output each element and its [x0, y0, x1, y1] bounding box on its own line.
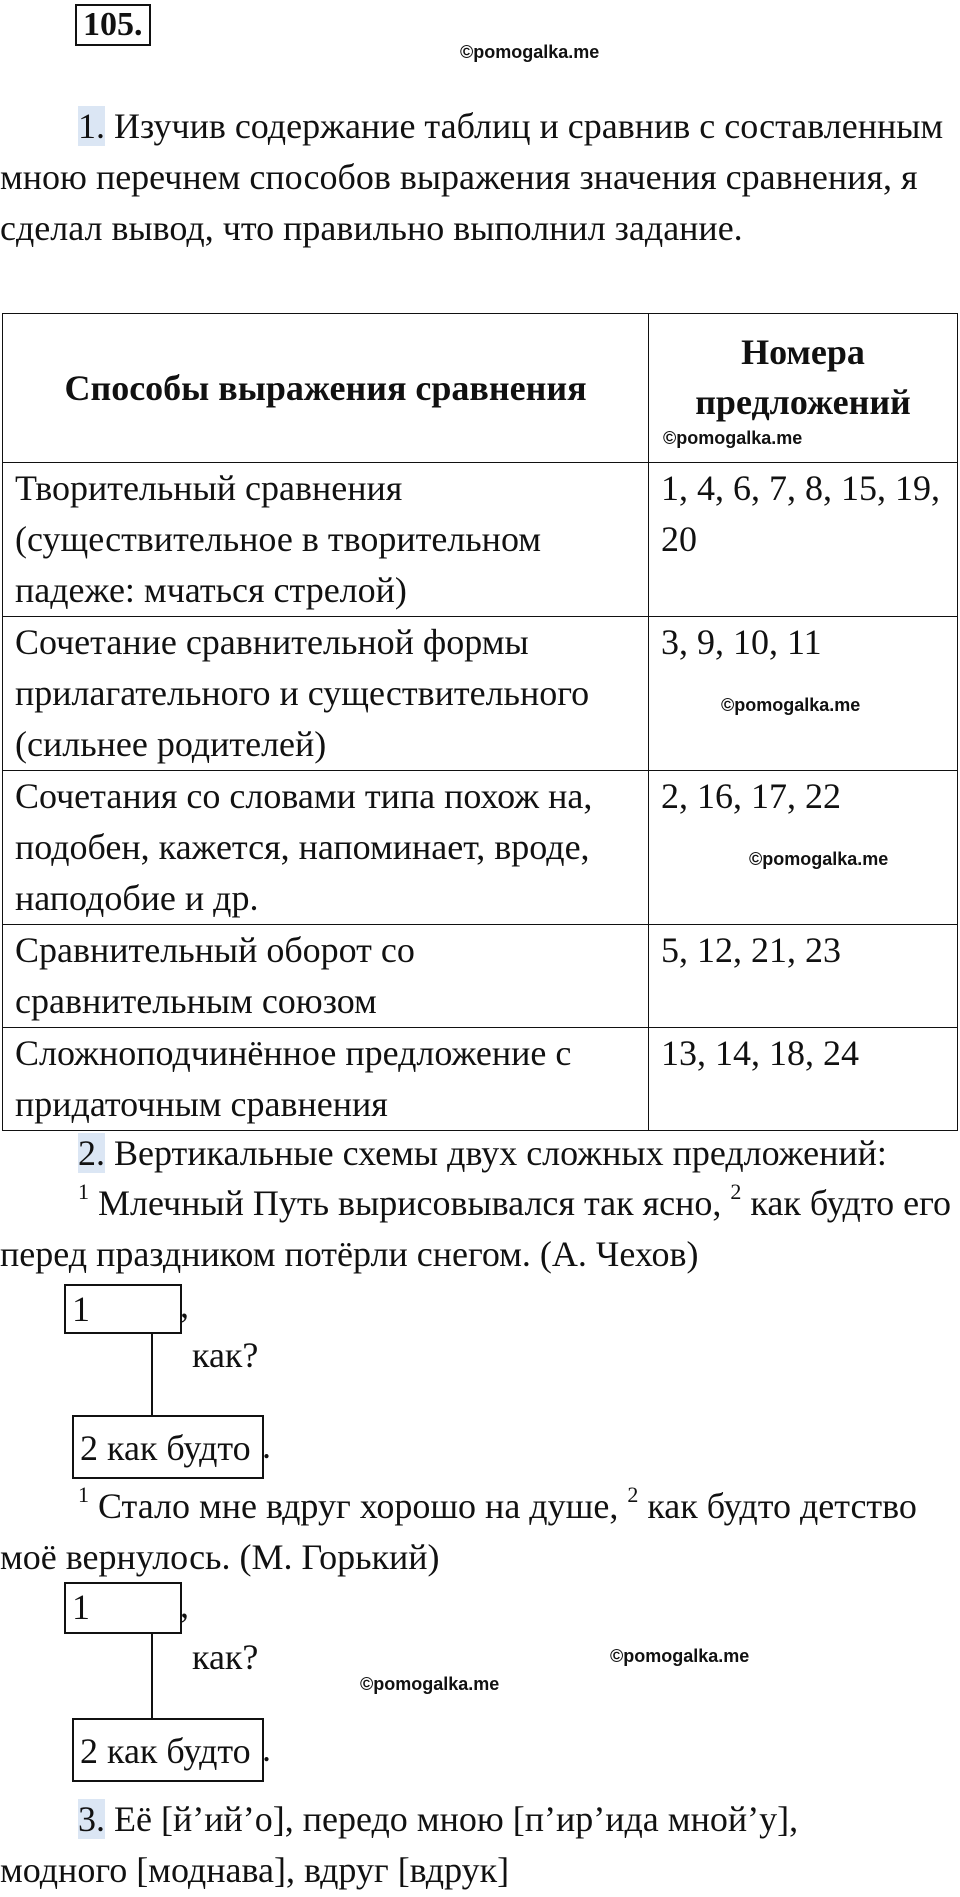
sentence-2-clause2-start: как будто: [647, 1486, 791, 1526]
watermark: ©pomogalka.me: [721, 695, 861, 715]
part1-number: 1.: [78, 106, 105, 146]
table-row: [3, 463, 958, 617]
sentence-1-sup2: 2: [730, 1179, 742, 1204]
part2-number: 2.: [78, 1133, 105, 1173]
sentence-2-clause1: Стало мне вдруг хорошо на душе,: [98, 1486, 619, 1526]
watermark: ©pomogalka.me: [749, 849, 889, 869]
watermark: ©pomogalka.me: [360, 1674, 500, 1694]
table-row: [3, 617, 958, 771]
watermark: ©pomogalka.me: [460, 42, 600, 62]
row-numbers-cell: [649, 771, 958, 925]
part1-text: Изучив содержание таблиц и сравнив с составленным мною перечнем способов выражения значения сравнения, я сделал вывод, что правильно выполнил задание.: [0, 106, 944, 248]
scheme-2-connector: [151, 1634, 153, 1718]
scheme-1-question: как?: [192, 1335, 259, 1375]
sentence-2: [0, 1481, 960, 1583]
table-row: [3, 771, 958, 925]
row-numbers: 2, 16, 17, 22: [661, 776, 841, 816]
watermark: ©pomogalka.me: [610, 1646, 750, 1666]
part2-intro: [0, 1128, 960, 1179]
scheme-1-period: .: [262, 1426, 271, 1466]
table-row: [3, 1028, 958, 1131]
sentence-2-sup1: 1: [78, 1482, 89, 1507]
row-numbers: 3, 9, 10, 11: [661, 622, 822, 662]
sentence-1-sup1: 1: [78, 1179, 89, 1204]
scheme-2-question: как?: [192, 1637, 259, 1677]
sentence-2-sup2: 2: [627, 1482, 639, 1507]
header-numbers-cell: [649, 314, 958, 463]
header-numbers: Номера предложений: [695, 332, 911, 422]
part3-number: 3.: [78, 1799, 105, 1839]
part3-line2: модного [моднава], вдруг [вдрук]: [0, 1850, 510, 1890]
header-ways: Способы выражения сравнения: [3, 314, 649, 463]
row-numbers: 13, 14, 18, 24: [649, 1028, 958, 1131]
sentence-1-clause2-rest: его перед праздником потёрли снегом. (А. Чехов): [0, 1183, 951, 1274]
scheme-1-box-2: 2 как будто: [72, 1415, 264, 1479]
sentence-1: [0, 1178, 960, 1280]
part2-intro-text: Вертикальные схемы двух сложных предложений:: [114, 1133, 887, 1173]
scheme-1-box-1: 1: [64, 1284, 182, 1334]
sentence-1-clause2-start: как будто: [750, 1183, 895, 1223]
table-row: [3, 925, 958, 1028]
part3-line1: [0, 1794, 960, 1845]
row-numbers: 1, 4, 6, 7, 8, 15, 19, 20: [649, 463, 958, 617]
part3-line1-text: Её [й’ий’о], передо мною [п’ир’ида мной’у],: [114, 1799, 799, 1839]
row-way: Сочетание сравнительной формы прилагательного и существительного (сильнее родителей): [3, 617, 649, 771]
sentence-2-clause2-rest: детство моё вернулось. (М. Горький): [0, 1486, 917, 1577]
sentence-1-clause1: Млечный Путь вырисовывался так ясно,: [98, 1183, 722, 1223]
row-way: Творительный сравнения (существительное в творительном падеже: мчаться стрелой): [3, 463, 649, 617]
row-numbers-cell: [649, 617, 958, 771]
scheme-2-box-2: 2 как будто: [72, 1718, 264, 1782]
part1-paragraph: [0, 101, 960, 254]
row-way: Сочетания со словами типа похож на, подобен, кажется, напоминает, вроде, наподобие и др.: [3, 771, 649, 925]
watermark: ©pomogalka.me: [663, 428, 803, 448]
row-numbers: 5, 12, 21, 23: [649, 925, 958, 1028]
scheme-2-period: .: [262, 1729, 271, 1769]
comparison-ways-table: [2, 313, 958, 1131]
row-way: Сравнительный оборот со сравнительным союзом: [3, 925, 649, 1028]
scheme-2-comma: ,: [180, 1585, 189, 1625]
exercise-number: 105.: [75, 4, 151, 46]
scheme-2-box-1: 1: [64, 1582, 182, 1634]
row-way: Сложноподчинённое предложение с придаточным сравнения: [3, 1028, 649, 1131]
table-header-row: [3, 314, 958, 463]
scheme-1-comma: ,: [180, 1285, 189, 1325]
scheme-1-connector: [151, 1334, 153, 1415]
